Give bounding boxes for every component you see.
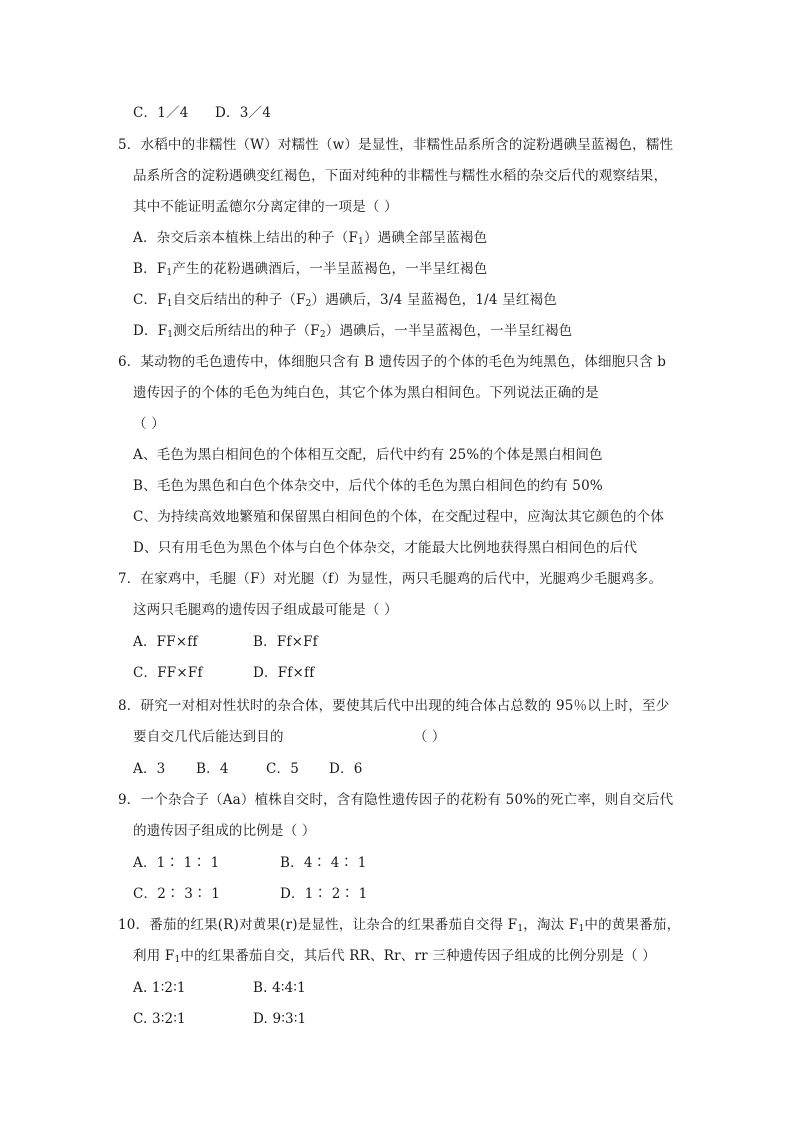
q5-c-text: C．F xyxy=(133,292,167,308)
q6-option-b: B、毛色为黑色和白色个体杂交中，后代个体的毛色为黑白相间色的约有 50% xyxy=(133,478,603,494)
q5-stem-line3: 其中不能证明孟德尔分离定律的一项是（ ） xyxy=(133,199,398,215)
q5-a-text: A．杂交后亲本植株上结出的种子（F xyxy=(133,230,359,246)
q9-stem-line1: 9．一个杂合子（Aa）植株自交时，含有隐性遗传因子的花粉有 50%的死亡率，则自交后代 xyxy=(118,792,674,808)
q7-options-cd xyxy=(133,663,314,683)
q5-c-sub2: 2 xyxy=(305,299,312,309)
q8-option-b: B．4 xyxy=(196,761,229,777)
q8-option-c: C．5 xyxy=(266,761,300,777)
q5-c-text-end: ）遇碘后，3/4 呈蓝褐色，1/4 呈红褐色 xyxy=(311,292,557,308)
q9-options-ab xyxy=(133,853,367,873)
q10-line2-sub: 1 xyxy=(174,955,181,965)
q5-option-a xyxy=(133,228,487,248)
q5-a-text-end: ）遇碘全部呈蓝褐色 xyxy=(363,230,488,246)
q6-option-c: C、为持续高效地繁殖和保留黑白相间色的个体，在交配过程中，应淘汰其它颜色的个体 xyxy=(133,509,665,525)
q5-stem-line2: 品系所含的淀粉遇碘变红褐色，下面对纯种的非糯性与糯性水稻的杂交后代的观察结果， xyxy=(133,168,668,184)
q4-option-d: D．3／4 xyxy=(215,105,272,121)
q6-stem-line2: 遗传因子的个体的毛色为纯白色，其它个体为黑白相间色。下列说法正确的是 xyxy=(133,385,599,401)
q5-d-sub1: 1 xyxy=(167,330,174,340)
q5-d-sub2: 2 xyxy=(319,330,326,340)
q4-option-c: C．1／4 xyxy=(133,105,189,121)
q9-option-b: B．4∶ 4∶ 1 xyxy=(280,855,367,871)
q10-option-b: B. 4∶4∶1 xyxy=(253,980,306,996)
q6-stem-line3: （ ） xyxy=(133,416,165,432)
q5-d-text-end: ）遇碘后，一半呈蓝褐色，一半呈红褐色 xyxy=(325,323,573,339)
q9-options-cd xyxy=(133,884,367,904)
q10-line2-text-end: 中的红果番茄自交，其后代 RR、Rr、rr 三种遗传因子组成的比例分别是（ ） xyxy=(180,948,656,964)
q8-options xyxy=(133,759,363,779)
q7-stem-line1: 7．在家鸡中，毛腿（F）对光腿（f）为显性，两只毛腿鸡的后代中，光腿鸡少毛腿鸡多。 xyxy=(118,571,663,587)
q7-option-a: A．FF×ff xyxy=(133,634,198,650)
q10-options-cd xyxy=(133,1009,306,1029)
q10-stem-line1 xyxy=(118,915,680,935)
q8-stem-text: 要自交几代后能达到目的 xyxy=(133,729,284,745)
q9-option-c: C．2∶ 3∶ 1 xyxy=(133,886,220,902)
q7-option-b: B．Ff×Ff xyxy=(253,634,318,650)
q9-stem-line2: 的遗传因子组成的比例是（ ） xyxy=(133,823,316,839)
q10-line1-sub2: 1 xyxy=(578,924,585,934)
q7-options-ab xyxy=(133,632,318,652)
q6-option-d: D、只有用毛色为黑色个体与白色个体杂交，才能最大比例地获得黑白相间色的后代 xyxy=(133,540,638,556)
q6-option-a: A、毛色为黑白相间色的个体相互交配，后代中约有 25%的个体是黑白相间色 xyxy=(133,447,603,463)
q10-option-d: D. 9∶3∶1 xyxy=(253,1011,307,1027)
q7-option-d: D．Ff×ff xyxy=(253,665,315,681)
q5-d-text-mid: 测交后所结出的种子（F xyxy=(173,323,320,339)
q7-option-c: C．FF×Ff xyxy=(133,665,203,681)
q10-line2-text: 利用 F xyxy=(133,948,175,964)
q5-b-sub: 1 xyxy=(166,268,173,278)
q10-line1-sub1: 1 xyxy=(517,924,524,934)
q8-stem-line1: 8．研究一对相对性状时的杂合体，要使其后代中出现的纯合体占总数的 95％以上时，至少 xyxy=(118,698,670,714)
q10-options-ab xyxy=(133,978,306,998)
q10-option-c: C. 3∶2∶1 xyxy=(133,1011,186,1027)
q5-c-sub1: 1 xyxy=(166,299,173,309)
q8-answer-paren: （ ） xyxy=(413,729,446,745)
q5-d-text: D．F xyxy=(133,323,168,339)
q10-option-a: A. 1∶2∶1 xyxy=(133,980,186,996)
q5-a-sub: 1 xyxy=(358,237,364,247)
q8-option-a: A．3 xyxy=(133,761,166,777)
q9-option-d: D．1∶ 2∶ 1 xyxy=(280,886,368,902)
q7-stem-line2: 这两只毛腿鸡的遗传因子组成最可能是（ ） xyxy=(133,602,398,618)
q6-stem-line1: 6．某动物的毛色遗传中，体细胞只含有 B 遗传因子的个体的毛色为纯黑色，体细胞只含 b xyxy=(118,354,667,370)
q10-line1-text-end: 中的黄果番茄， xyxy=(584,917,681,933)
q5-option-d xyxy=(133,321,572,341)
q5-b-text-end: 产生的花粉遇碘酒后，一半呈蓝褐色，一半呈红褐色 xyxy=(172,261,488,277)
q5-stem-line1: 5．水稻中的非糯性（W）对糯性（w）是显性，非糯性品系所含的淀粉遇碘呈蓝褐色，糯性 xyxy=(118,137,674,153)
q10-line1-text-mid: ，淘汰 F xyxy=(523,917,579,933)
q9-option-a: A．1∶ 1∶ 1 xyxy=(133,855,220,871)
q5-c-text-mid: 自交后结出的种子（F xyxy=(172,292,306,308)
q5-option-b xyxy=(133,259,487,279)
q5-option-c xyxy=(133,290,557,310)
q4-options-cd xyxy=(133,103,271,123)
q8-stem-line2 xyxy=(133,727,446,747)
q10-line1-text: 10．番茄的红果(R)对黄果(r)是显性，让杂合的红果番茄自交得 F xyxy=(118,917,518,933)
q8-option-d: D．6 xyxy=(329,761,363,777)
q5-b-text: B．F xyxy=(133,261,167,277)
q10-stem-line2 xyxy=(133,946,656,966)
